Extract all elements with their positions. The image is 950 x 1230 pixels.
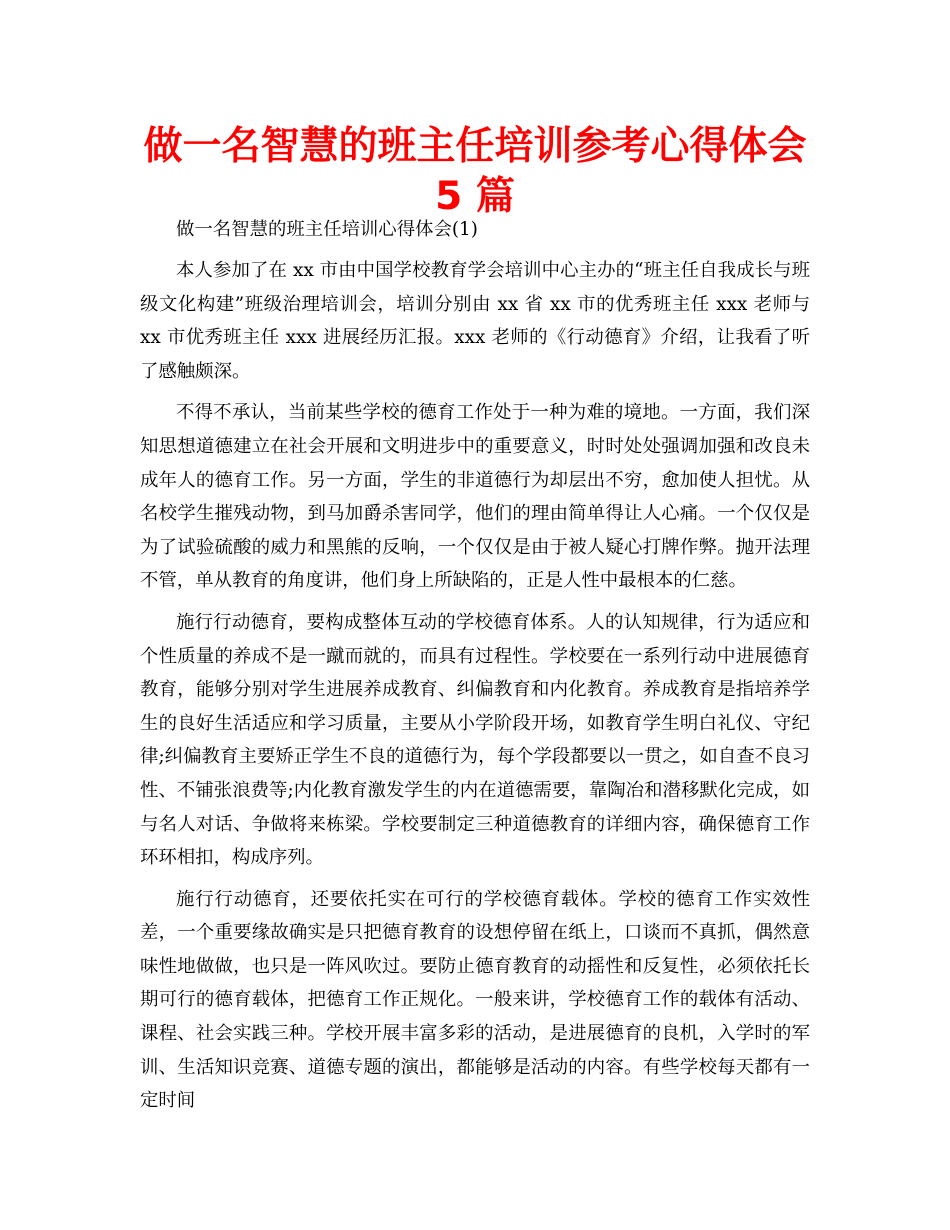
paragraph-4: 施行行动德育，还要依托实在可行的学校德育载体。学校的德育工作实效性差，一个重要缘故确实是只把德育教育的设想停留在纸上，口谈而不真抓，偶然意味性地做做，也只是一阵风吹过。要防止德育教育的动摇性和反复性，必须依托长期可行的德育载体，把德育工作正规化。一般来讲，学校德育工作的载体有活动、课程、社会实践三种。学校开展丰富多彩的活动，是进展德育的良机，入学时的军训、生活知识竞赛、道德专题的演出，都能够是活动的内容。有些学校每天都有一定时间 (140, 888, 810, 1112)
document-title: 做一名智慧的班主任培训参考心得体会 5 篇 (143, 124, 807, 219)
section-heading: 做一名智慧的班主任培训心得体会(1) (176, 219, 478, 240)
paragraph-3: 施行行动德育，要构成整体互动的学校德育体系。人的认知规律，行为适应和个性质量的养成不是一蹴而就的，而具有过程性。学校要在一系列行动中进展德育教育，能够分别对学生进展养成教育、纠偏教育和内化教育。养成教育是指培养学生的良好生活适应和学习质量，主要从小学阶段开场，如教育学生明白礼仪、守纪律;纠偏教育主要矫正学生不良的道德行为，每个学段都要以一贯之，如自查不良习性、不铺张浪费等;内化教育激发学生的内在道德需要，靠陶冶和潜移默化完成，如与名人对话、争做将来栋梁。学校要制定三种道德教育的详细内容，确保德育工作环环相扣，构成序列。 (140, 611, 810, 869)
paragraph-1: 本人参加了在 xx 市由中国学校教育学会培训中心主办的“班主任自我成长与班级文化构建”班级治理培训会，培训分别由 xx 省 xx 市的优秀班主任 xxx 老师与 xx 市优秀班主任 xxx 进展经历汇报。xxx 老师的《行动德育》介绍，让我看了听了感触颇深。 (140, 260, 810, 382)
paragraph-2: 不得不承认，当前某些学校的德育工作处于一种为难的境地。一方面，我们深知思想道德建立在社会开展和文明进步中的重要意义，时时处处强调加强和改良未成年人的德育工作。另一方面，学生的非道德行为却层出不穷，愈加使人担忧。从名校学生摧残动物，到马加爵杀害同学，他们的理由简单得让人心痛。一个仅仅是为了试验硫酸的威力和黑熊的反响，一个仅仅是由于被人疑心打牌作弊。抛开法理不管，单从教育的角度讲，他们身上所缺陷的，正是人性中最根本的仁慈。 (140, 402, 810, 592)
document-body (140, 213, 810, 1126)
